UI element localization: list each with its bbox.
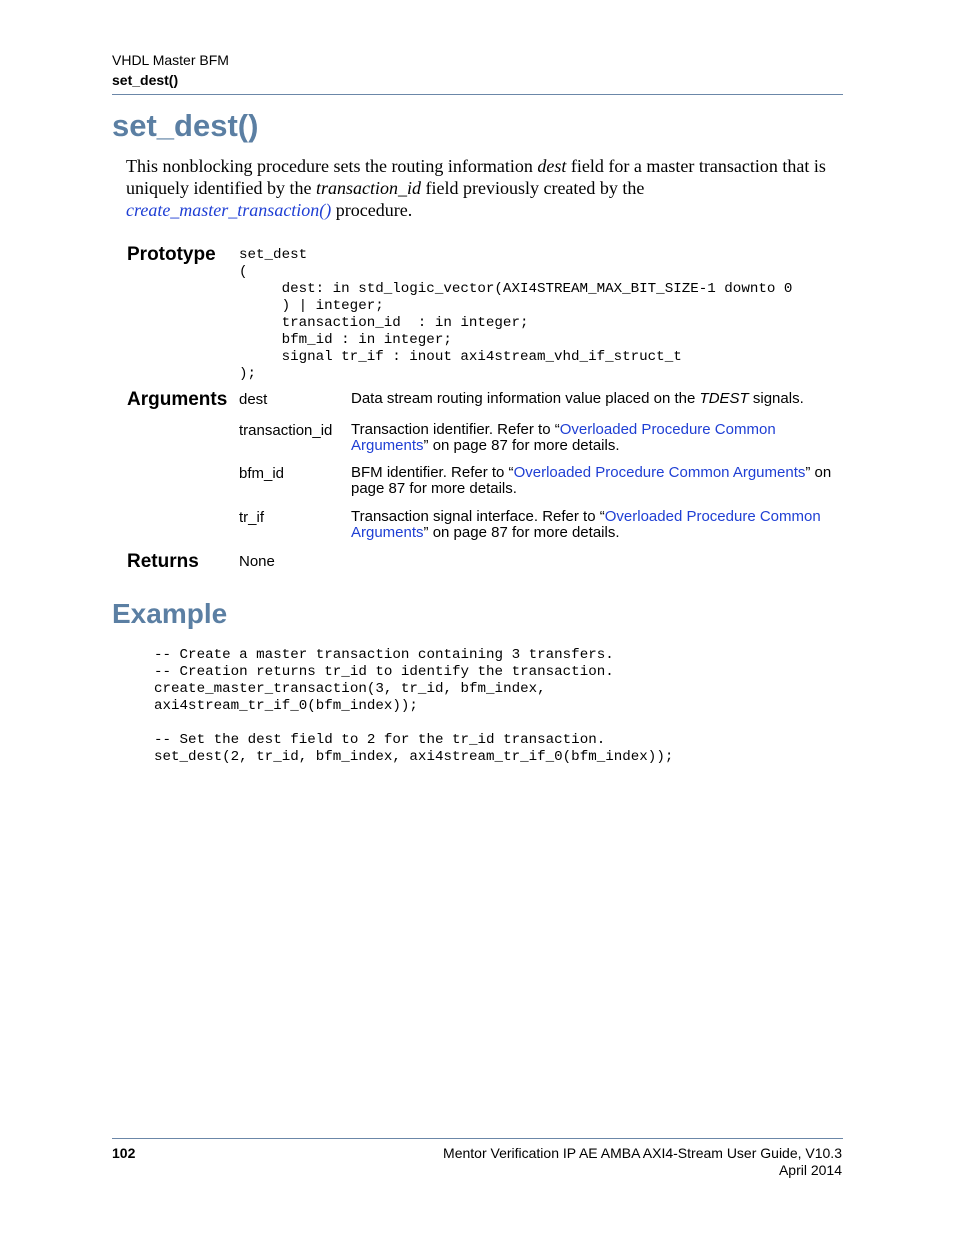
- argument-name-tr-if: tr_if: [239, 509, 265, 526]
- intro-paragraph: [126, 155, 846, 221]
- example-code: -- Create a master transaction containing 3 transfers. -- Creation returns tr_id to identify the transaction. create_master_transaction(3, tr_id, bfm_index, axi4stream_tr_if_0(bfm_index)); -- Set the dest field to 2 for the tr_id transaction. set_dest(2, tr_id, bfm_index, axi4stream_tr_if_0(bfm_index));: [154, 647, 674, 765]
- argument-desc-tr-if-text: Transaction signal interface. Refer to “: [351, 508, 605, 525]
- argument-desc-dest-text: Data stream routing information value placed on the: [351, 390, 700, 407]
- argument-desc-bfm-id-text: BFM identifier. Refer to “: [351, 464, 514, 481]
- argument-desc-transaction-id: [351, 422, 846, 454]
- intro-text-2: field for a master transaction that is uniquely identified by the: [126, 156, 826, 198]
- tdest-term: TDEST: [699, 390, 749, 407]
- prototype-code: set_dest ( dest: in std_logic_vector(AXI4STREAM_MAX_BIT_SIZE-1 downto 0 ) | integer; transaction_id : in integer; bfm_id : in integer; signal tr_if : inout axi4stream_vhd_if_struct_t );: [239, 247, 793, 382]
- footer-rule: [112, 1138, 843, 1139]
- overloaded-args-link-3[interactable]: Overloaded Procedure Common Arguments: [351, 508, 821, 541]
- page-number: 102: [112, 1145, 136, 1161]
- argument-name-bfm-id: bfm_id: [239, 465, 285, 482]
- page-title: set_dest(): [112, 108, 259, 143]
- intro-text-1: This nonblocking procedure sets the routing information: [126, 156, 538, 176]
- intro-text-3: field previously created by the: [420, 178, 645, 198]
- argument-desc-bfm-id-suffix: ” on page 87 for more details.: [351, 464, 832, 497]
- argument-desc-dest: [351, 391, 846, 407]
- intro-text-4: procedure.: [331, 200, 413, 220]
- footer-date: April 2014: [778, 1162, 842, 1178]
- intro-transaction-id-term: transaction_id: [315, 178, 421, 198]
- argument-desc-tr-if-suffix: ” on page 87 for more details.: [423, 524, 620, 541]
- overloaded-args-link-1[interactable]: Overloaded Procedure Common Arguments: [351, 421, 776, 454]
- returns-label: Returns: [127, 551, 199, 572]
- arguments-label: Arguments: [127, 389, 228, 410]
- example-heading: Example: [112, 598, 228, 629]
- create-master-transaction-link[interactable]: create_master_transaction(): [126, 200, 332, 220]
- argument-name-dest: dest: [239, 391, 268, 408]
- argument-name-transaction-id: transaction_id: [239, 422, 333, 439]
- argument-desc-transaction-id-suffix: ” on page 87 for more details.: [423, 437, 620, 454]
- prototype-label: Prototype: [127, 244, 216, 265]
- running-header-section: VHDL Master BFM: [112, 52, 229, 68]
- returns-value: None: [239, 553, 275, 570]
- footer-guide-title: Mentor Verification IP AE AMBA AXI4-Stream User Guide, V10.3: [443, 1145, 842, 1161]
- running-header-subsection: set_dest(): [112, 72, 179, 88]
- argument-desc-tr-if: [351, 509, 846, 541]
- header-rule: [112, 94, 843, 95]
- overloaded-args-link-2[interactable]: Overloaded Procedure Common Arguments: [513, 464, 806, 481]
- argument-desc-transaction-id-text: Transaction identifier. Refer to “: [351, 421, 560, 438]
- argument-desc-dest-suffix: signals.: [748, 390, 804, 407]
- intro-dest-term: dest: [537, 156, 567, 176]
- argument-desc-bfm-id: [351, 465, 846, 497]
